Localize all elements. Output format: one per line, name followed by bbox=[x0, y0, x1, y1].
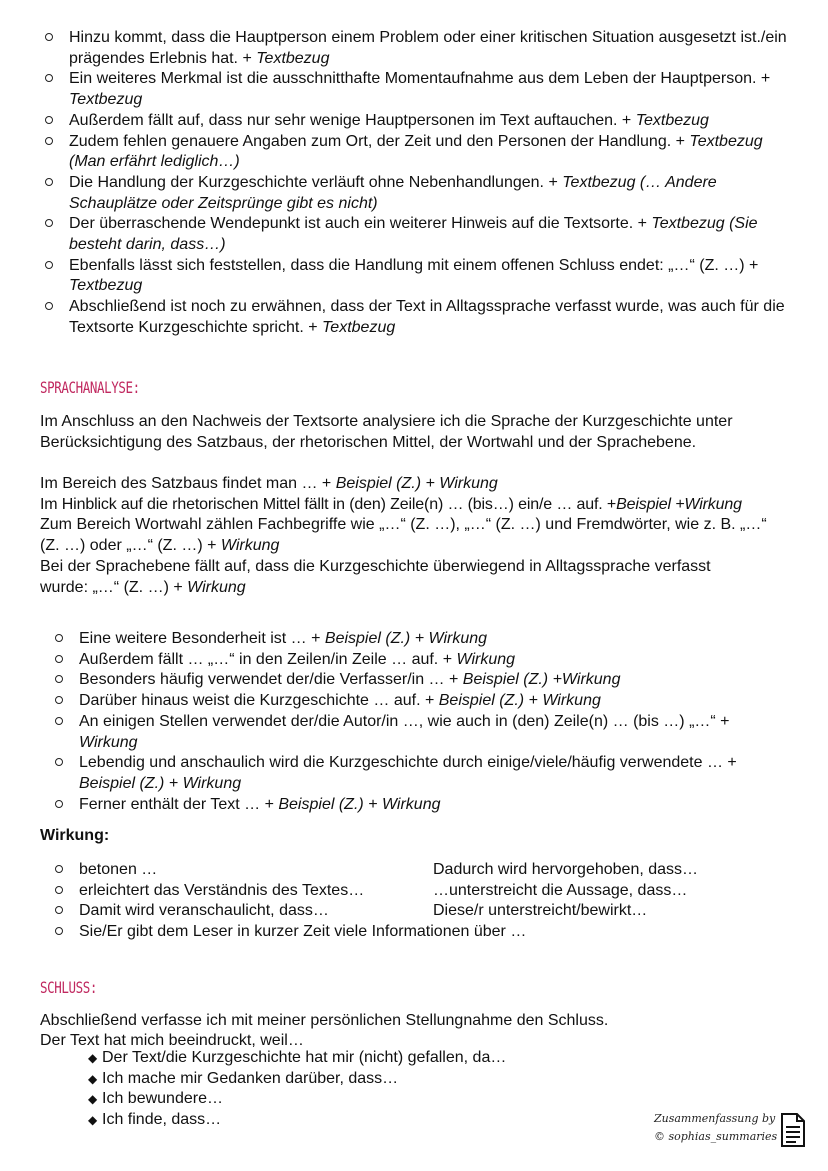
document-icon bbox=[780, 1112, 806, 1148]
schluss-heading: SCHLUSS: bbox=[40, 978, 97, 997]
footer-line-1: Zusammenfassung by bbox=[654, 1112, 776, 1125]
sprachanalyse-intro: Im Anschluss an den Nachweis der Textsorte analysiere ich die Sprache der Kurzgeschichte unter Berücksichtigung des Satzbaus, der rhetorischen Mittel, der Wortwahl und der Sprachebene. bbox=[40, 413, 733, 451]
list-item: Die Handlung der Kurzgeschichte verläuft ohne Nebenhandlungen. + Textbezug (… Andere Schauplätze oder Zeitsprünge gibt es nicht) bbox=[69, 173, 794, 214]
line-rhetorik: Im Hinblick auf die rhetorischen Mittel fällt in (den) Zeile(n) … (bis…) ein/e … auf. +Beispiel +Wirkung bbox=[40, 495, 742, 513]
line-wortwahl: Zum Bereich Wortwahl zählen Fachbegriffe wie „…“ (Z. …), „…“ (Z. …) und Fremdwörter, wie z. B. „…“ (Z. …) oder „…“ (Z. …) + Wirkung bbox=[40, 516, 767, 555]
list-item: Damit wird veranschaulicht, dass… Diese/r unterstreicht/bewirkt… bbox=[79, 901, 799, 922]
list-item: erleichtert das Verständnis des Textes… …unterstreicht die Aussage, dass… bbox=[79, 881, 799, 902]
top-bullet-list bbox=[69, 28, 794, 339]
diamond-bullet-icon: ◆ bbox=[88, 1092, 98, 1107]
footer-credit bbox=[654, 1110, 777, 1146]
wirkung-heading: Wirkung: bbox=[40, 827, 110, 844]
list-item: ◆ Ich finde, dass… bbox=[88, 1110, 608, 1131]
list-item: Ein weiteres Merkmal ist die ausschnitthafte Momentaufnahme aus dem Leben der Hauptperson. + Textbezug bbox=[69, 69, 794, 110]
list-item: Besonders häufig verwendet der/die Verfasser/in … + Beispiel (Z.) +Wirkung bbox=[79, 670, 784, 691]
list-item: ◆ Ich bewundere… bbox=[88, 1089, 608, 1110]
list-item: ◆ Der Text/die Kurzgeschichte hat mir (nicht) gefallen, da… bbox=[88, 1048, 608, 1069]
list-item: Sie/Er gibt dem Leser in kurzer Zeit viele Informationen über … bbox=[79, 922, 799, 943]
line-satzbau: Im Bereich des Satzbaus findet man … + Beispiel (Z.) + Wirkung bbox=[40, 475, 498, 492]
list-item: Ferner enthält der Text … + Beispiel (Z.) + Wirkung bbox=[79, 795, 784, 816]
sprachanalyse-heading: SPRACHANALYSE: bbox=[40, 378, 140, 397]
list-item: Abschließend ist noch zu erwähnen, dass der Text in Alltagssprache verfasst wurde, was auch für die Textsorte Kurzgeschichte spricht. + Textbezug bbox=[69, 297, 794, 338]
list-item: Eine weitere Besonderheit ist … + Beispiel (Z.) + Wirkung bbox=[79, 629, 784, 650]
list-item: Zudem fehlen genauere Angaben zum Ort, der Zeit und den Personen der Handlung. + Textbezug (Man erfährt lediglich…) bbox=[69, 132, 794, 173]
wirkung-list bbox=[79, 860, 799, 943]
list-item: ◆ Ich mache mir Gedanken darüber, dass… bbox=[88, 1069, 608, 1090]
diamond-bullet-icon: ◆ bbox=[88, 1051, 98, 1065]
list-item: betonen … Dadurch wird hervorgehoben, dass… bbox=[79, 860, 799, 881]
schluss-line-2: Der Text hat mich beeindruckt, weil… bbox=[40, 1032, 304, 1049]
list-item: Lebendig und anschaulich wird die Kurzgeschichte durch einige/viele/häufig verwendete … + Beispiel (Z.) + Wirkung bbox=[79, 753, 784, 794]
list-item: Ebenfalls lässt sich feststellen, dass die Handlung mit einem offenen Schluss endet: „…“ (Z. …) + Textbezug bbox=[69, 256, 794, 297]
diamond-bullet-icon: ◆ bbox=[88, 1071, 98, 1086]
list-item: An einigen Stellen verwendet der/die Autor/in …, wie auch in (den) Zeile(n) … (bis …) „…“ + Wirkung bbox=[79, 712, 784, 753]
list-item: Außerdem fällt … „…“ in den Zeilen/in Zeile … auf. + Wirkung bbox=[79, 650, 784, 671]
footer-line-2: © sophias_summaries bbox=[654, 1130, 778, 1143]
schluss-line-1: Abschließend verfasse ich mit meiner persönlichen Stellungnahme den Schluss. bbox=[40, 1012, 609, 1029]
sprachanalyse-list bbox=[79, 629, 784, 815]
line-sprachebene: Bei der Sprachebene fällt auf, dass die Kurzgeschichte überwiegend in Alltagssprache verfasst wurde: „…“ (Z. …) + Wirkung bbox=[40, 557, 711, 596]
list-item: Der überraschende Wendepunkt ist auch ein weiterer Hinweis auf die Textsorte. + Textbezug (Sie besteht darin, dass…) bbox=[69, 214, 794, 255]
list-item: Außerdem fällt auf, dass nur sehr wenige Hauptpersonen im Text auftauchen. + Textbezug bbox=[69, 111, 794, 132]
sprachanalyse-lines bbox=[40, 474, 810, 598]
list-item: Hinzu kommt, dass die Hauptperson einem Problem oder einer kritischen Situation ausgesetzt ist./ein prägendes Erlebnis hat. + Textbezug bbox=[69, 28, 794, 69]
schluss-list bbox=[88, 1048, 608, 1131]
list-item: Darüber hinaus weist die Kurzgeschichte … auf. + Beispiel (Z.) + Wirkung bbox=[79, 691, 784, 712]
diamond-bullet-icon: ◆ bbox=[88, 1113, 98, 1128]
